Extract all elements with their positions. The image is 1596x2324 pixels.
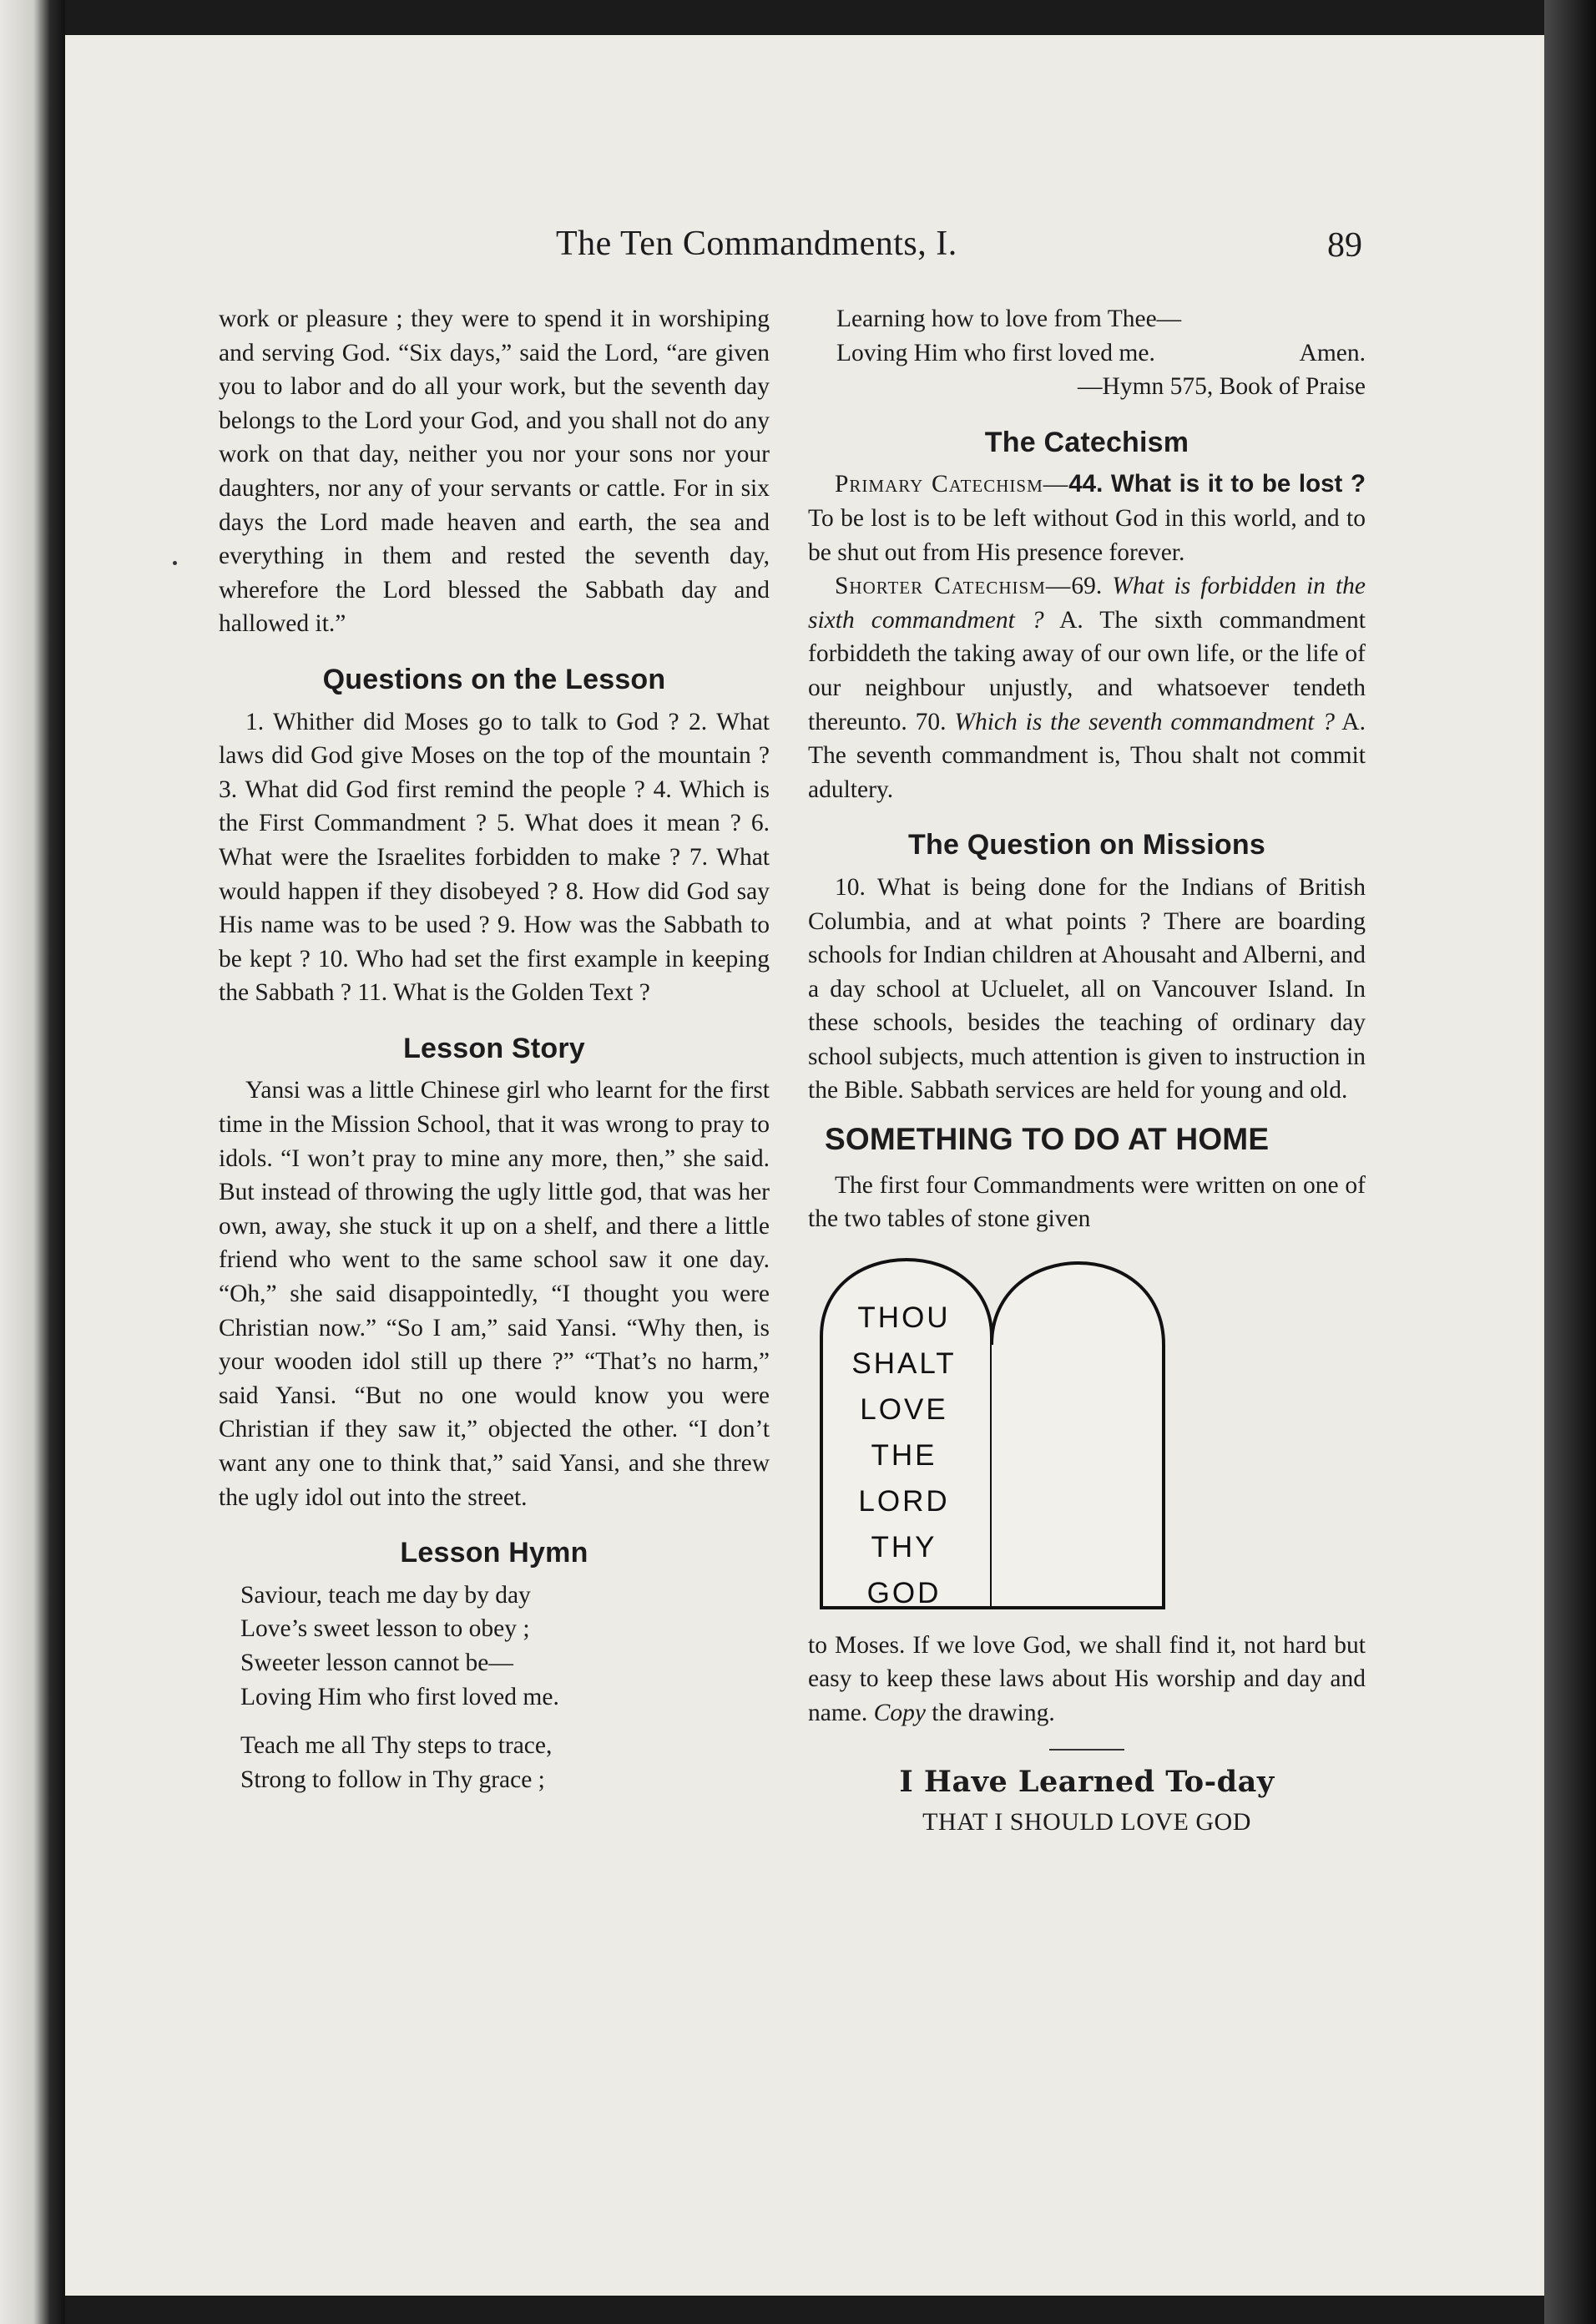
divider-rule [1049, 1749, 1124, 1751]
home-paragraph-1: The first four Commandments were written on one of the two tables of stone given [808, 1171, 1366, 1233]
page-number: 89 [1327, 226, 1362, 265]
catechism-heading: The Catechism [984, 426, 1189, 458]
tablet-line: SHALT [851, 1346, 957, 1380]
home-text: to Moses. If we love God, we shall find it, not hard but easy to keep these laws about His worship and day and name. [808, 1631, 1366, 1727]
primary-catechism-answer: To be lost is to be left without God in this world, and to be shut out from His presence forever. [808, 504, 1366, 566]
missions-paragraph: 10. What is being done for the Indians of British Columbia, and at what points ? There are boarding schools for Indian children at Ahousaht and Alberni, and a day school at Ucluelet, all on Vancouver Island. In these schools, besides the teaching of ordinary day school subjects, much attention is given to instruction in the Bible. Sabbath services are held for young and old. [808, 873, 1366, 1104]
intro-paragraph: work or pleasure ; they were to spend it in worshiping and serving God. “Six days,” said the Lord, “are given you to labor and do all your work, but the seventh day belongs to the Lord your God, and you shall not do any work on that day, neither you nor your sons nor your daughters, nor any of your servants or cattle. For in six days the Lord made heaven and earth, the sea and everything in them and rested the seventh day, wherefore the Lord blessed the Sabbath day and hallowed it.” [219, 306, 770, 638]
stone-tablets-drawing [816, 1253, 1359, 1612]
hymn-amen: Amen. [1299, 339, 1366, 366]
hymn-line: Sweeter lesson cannot be— [240, 1649, 513, 1676]
questions-heading: Questions on the Lesson [322, 663, 666, 695]
hymn-line-text: Loving Him who first loved me. [836, 339, 1155, 366]
hymn-line: Strong to follow in Thy grace ; [240, 1766, 545, 1793]
page-left-edge [0, 0, 65, 2324]
story-paragraph: Yansi was a little Chinese girl who learnt for the first time in the Mission School, that it was wrong to pray to idols. “I won’t pray to mine any more, then,” she said. But instead of throwing the ugly little god, that was her own, away, she stuck it up on a shelf, and there a little friend who went to the same school saw it one day. “Oh,” she said disappointedly, “I thought you were Christian now.” “So I am,” said Yansi. “Why then, is your wooden idol still up there ?” “That’s no harm,” said Yansi. “But no one would know you were Christian if they saw it,” objected the other. “I don’t want any one to think that,” said Yansi, and she threw the ugly idol out into the street. [219, 1077, 770, 1511]
primary-catechism [808, 467, 1366, 569]
home-text-italic: Copy [873, 1700, 926, 1727]
primary-catechism-question: 44. What is it to be lost ? [1068, 470, 1366, 498]
learned-today-title: I Have Learned To-day [899, 1764, 1275, 1799]
shorter-catechism-question-2: Which is the seventh commandment ? [954, 708, 1336, 735]
hymn-line: Saviour, teach me day by day [240, 1581, 531, 1609]
tablet-line: LOVE [860, 1392, 948, 1426]
hymn-heading: Lesson Hymn [400, 1537, 588, 1569]
home-paragraph-2 [808, 1629, 1366, 1730]
missions-heading: The Question on Missions [908, 829, 1265, 861]
hymn-line: Loving Him who first loved me. [240, 1683, 559, 1710]
hymn-source: —Hymn 575, Book of Praise [1078, 373, 1366, 401]
shorter-catechism-label: Shorter Catechism— [835, 573, 1072, 600]
hymn-line [836, 336, 1366, 371]
tablet-line: GOD [866, 1576, 942, 1609]
hymn-continued [808, 302, 1366, 370]
questions-paragraph: 1. Whither did Moses go to talk to God ? 2. What laws did God give Moses on the top of the mountain ? 3. What did God first remind the people ? 4. Which is the First Commandment ? 5. What does it mean ? 6. What were the Israelites forbidden to make ? 7. What would happen if they disobeyed ? 8. How did God say His name was to be used ? 9. How was the Sabbath to be kept ? 10. Who had set the first example in keeping the Sabbath ? 11. What is the Golden Text ? [219, 708, 770, 1007]
shorter-catechism-number: 69. [1071, 573, 1113, 600]
hymn-line: Teach me all Thy steps to trace, [240, 1732, 553, 1760]
tablet-line: THOU [857, 1301, 951, 1334]
home-text-end: the drawing. [925, 1700, 1055, 1727]
shorter-catechism-answer-1: A. The sixth commandment forbiddeth the taking away of our own life, or the life of our neighbour unjustly, and whatsoever tendeth thereunto. 70. [808, 606, 1366, 735]
right-column [808, 302, 1366, 1840]
tablet-line: THE [871, 1438, 937, 1472]
home-heading: SOMETHING TO DO AT HOME [825, 1122, 1270, 1157]
shorter-catechism-question-1: What is forbidden in the sixth commandment ? [808, 573, 1366, 634]
shorter-catechism-answer-2: A. The seventh commandment is, Thou shalt not commit adultery. [808, 708, 1366, 803]
primary-catechism-label: Primary Catechism— [835, 471, 1069, 498]
hymn-line: Learning how to love from Thee— [836, 306, 1182, 332]
hymn-line: Love’s sweet lesson to obey ; [240, 1615, 530, 1643]
tablet-line: THY [871, 1530, 937, 1564]
running-title: The Ten Commandments, I. [556, 225, 957, 263]
story-heading: Lesson Story [403, 1032, 585, 1064]
left-column [219, 302, 770, 1796]
hymn-verses [219, 1579, 770, 1797]
tablet-inscription [816, 1295, 992, 1616]
tablet-line: LORD [858, 1484, 950, 1518]
ink-dot [173, 561, 177, 565]
learned-today-subtitle: THAT I SHOULD LOVE GOD [922, 1808, 1251, 1836]
running-header [0, 224, 1596, 282]
page-right-shadow [1544, 0, 1596, 2324]
shorter-catechism [808, 569, 1366, 806]
